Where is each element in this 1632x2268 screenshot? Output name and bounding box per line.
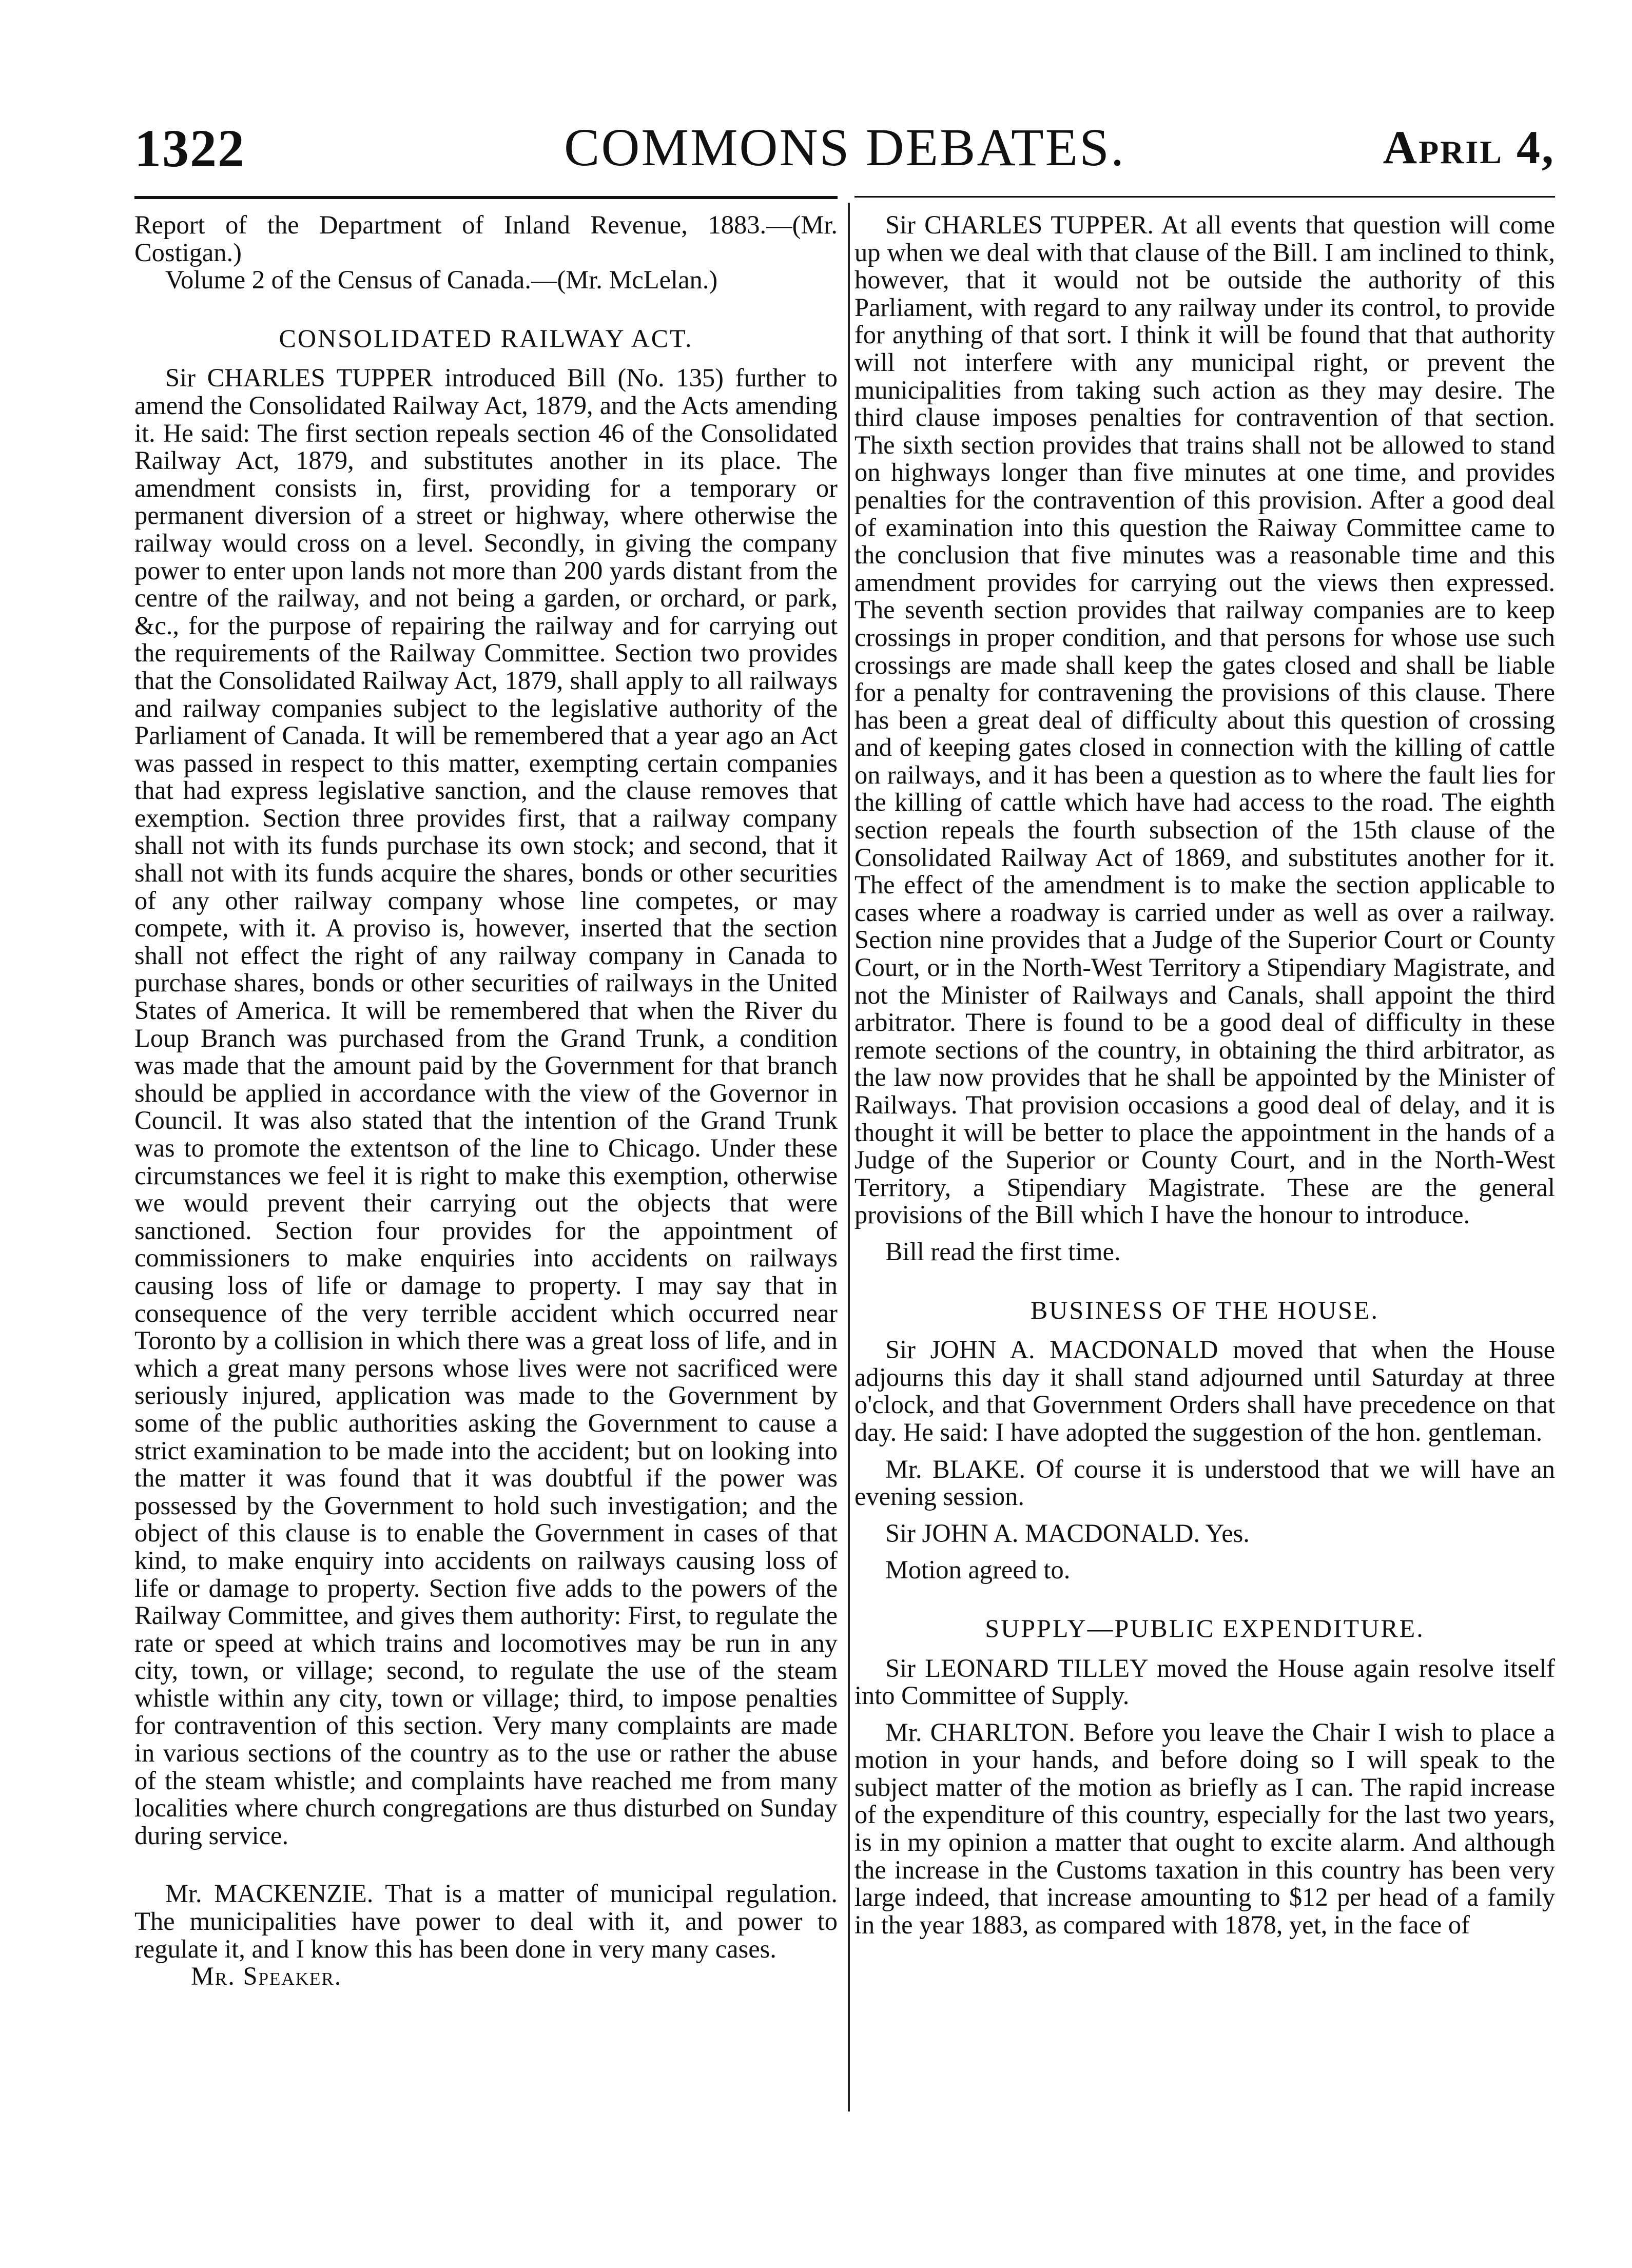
speech-mackenzie: Mr. MACKENZIE. That is a matter of municipal regulation. The municipalities have power to deal with it, and power to regulate it, and I know this has been done in very many cases. [134, 1879, 838, 1963]
column-divider [848, 203, 850, 2111]
section-heading-business: BUSINESS OF THE HOUSE. [1030, 1295, 1380, 1324]
bill-first-reading: Bill read the first time. [885, 1237, 1121, 1266]
section-heading-railway-act: CONSOLIDATED RAILWAY ACT. [279, 323, 693, 353]
speech-blake: Mr. BLAKE. Of course it is understood that we will have an evening session. [854, 1454, 1555, 1511]
speech-tupper-continued: Sir CHARLES TUPPER. At all events that question will come up when we deal with that clause of the Bill. I am inclined to think, however, that it would not be outside the authority of this Parliament, with regard to any railway under its control, to provide for anything of that sort. I think it will be found that that authority will not interfere with any municipal right, or prevent the municipalities from taking such action as they may desire. The third clause imposes penalties for contravention of that section. The sixth section provides that trains shall not be allowed to stand on highways longer than five minutes at one time, and provides penalties for the contravention of this provision. After a good deal of examination into this question the Raiway Committee came to the conclusion that five minutes was a reasonable time and this amendment provides for carrying out the views then expressed. The seventh section provides that railway companies are to keep crossings in proper condition, and that persons for whose use such crossings are made shall keep the gates closed and shall be liable for a penalty for contravening the provisions of this clause. There has been a great deal of difficulty about this question of crossing and of keeping gates closed in connection with the killing of cattle on railways, and it has been a question as to where the fault lies for the killing of cattle which have had access to the road. The eighth section repeals the fourth subsection of the 15th clause of the Consolidated Railway Act of 1869, and substitutes another for it. The effect of the amendment is to make the section applicable to cases where a roadway is carried under as well as over a railway. Section nine provides that a Judge of the Superior Court or County Court, or in the North-West Territory a Stipendiary Magistrate, and not the Minister of Railways and Canals, shall appoint the third arbitrator. There is found to be a good deal of difficulty in these remote sections of the country, in obtaining the third arbitrator, as the law now provides that he shall be appointed by the Minister of Railways. That provision occasions a good deal of delay, and it is thought it will be better to place the appointment in the hands of a Judge of the Superior or County Court, and in the North-West Territory, a Stipendiary Magistrate. These are the general provisions of the Bill which I have the honour to introduce. [854, 210, 1555, 1229]
speaker-footer-note: Mr. Speaker. [191, 1962, 342, 1991]
header-rule-right [854, 196, 1555, 198]
page-number: 1322 [134, 119, 245, 178]
header-rule-left [134, 196, 838, 199]
left-column [134, 211, 838, 1990]
speech-charlton: Mr. CHARLTON. Before you leave the Chair I wish to place a motion in your hands, and before doing so I will speak to the subject matter of the motion as briefly as I can. The rapid increase of the expenditure of this country, especially for the last two years, is in my opinion a matter that ought to excite alarm. And although the increase in the Customs taxation in this country has been very large indeed, that increase amounting to $12 per head of a family in the year 1883, as compared with 1878, yet, in the face of [854, 1717, 1555, 1939]
page-header [134, 103, 1555, 180]
page-date: April 4, [1383, 121, 1555, 173]
motion-macdonald: Sir JOHN A. MACDONALD moved that when the House adjourns this day it shall stand adjourned until Saturday at three o'clock, and that Government Orders shall have precedence on that day. He said: I have adopted the suggestion of the hon. gentleman. [854, 1335, 1555, 1446]
paper-entry-inland-revenue: Report of the Department of Inland Revenue, 1883.—(Mr. Costigan.) [134, 210, 838, 267]
reply-macdonald: Sir JOHN A. MACDONALD. Yes. [885, 1518, 1250, 1548]
right-column [854, 211, 1555, 1939]
speech-tupper-bill: Sir CHARLES TUPPER introduced Bill (No. 135) further to amend the Consolidated Railway Act, 1879, and the Acts amending it. He said: The first section repeals section 46 of the Consolidated Railway Act, 1879, and substitutes another in its place. The amendment consists in, first, providing for a temporary or permanent diversion of a street or highway, where otherwise the railway would cross on a level. Secondly, in giving the company power to enter upon lands not more than 200 yards distant from the centre of the railway, and not being a garden, or orchard, or park, &c., for the purpose of repairing the railway and for carrying out the requirements of the Railway Committee. Section two provides that the Consolidated Railway Act, 1879, shall apply to all railways and railway companies subject to the legislative authority of the Parliament of Canada. It will be remembered that a year ago an Act was passed in respect to this matter, exempting certain companies that had express legislative sanction, and the clause removes that exemption. Section three provides first, that a railway company shall not with its funds purchase its own stock; and second, that it shall not with its funds acquire the shares, bonds or other securities of any other railway company whose line competes, or may compete, with it. A proviso is, however, inserted that the section shall not effect the right of any railway company in Canada to purchase shares, bonds or other securities of railways in the United States of America. It will be remembered that when the River du Loup Branch was purchased from the Grand Trunk, a condition was made that the amount paid by the Government for that branch should be applied in accordance with the view of the Governor in Council. It was also stated that the intention of the Grand Trunk was to promote the extentson of the line to Chicago. Under these circumstances we feel it is right to make this exemption, otherwise we would prevent their carrying out the objects that were sanctioned. Section four provides for the appointment of commissioners to make enquiries into accidents on railways causing loss of life or damage to property. I may say that in consequence of the very terrible accident which occurred near Toronto by a collision in which there was a great loss of life, and in which a great many persons whose lives were not sacrificed were seriously injured, application was made to the Government by some of the public authorities asking the Government to cause a strict examination to be made into the accident; but on looking into the matter it was found that it was doubtful if the power was possessed by the Government to hold such investigation; and the object of this clause is to enable the Government in cases of that kind, to make enquiry into accidents on railways causing loss of life or damage to property. Section five adds to the powers of the Railway Committee, and gives them authority: First, to regulate the rate or speed at which trains and locomotives may be run in any city, town, or village; second, to regulate the use of the steam whistle within any city, town or village; third, to impose penalties for contravention of this section. Very many complaints are made in various sections of the country as to the use or rather the abuse of the steam whistle; and complaints have reached me from many localities where church congregations are thus disturbed on Sunday during service. [134, 363, 838, 1850]
motion-tilley: Sir LEONARD TILLEY moved the House again resolve itself into Committee of Supply. [854, 1653, 1555, 1710]
motion-agreed: Motion agreed to. [885, 1555, 1071, 1585]
running-title: COMMONS DEBATES. [564, 118, 1125, 177]
paper-entry-census: Volume 2 of the Census of Canada.—(Mr. McLelan.) [165, 265, 718, 295]
section-heading-supply: SUPPLY—PUBLIC EXPENDITURE. [985, 1613, 1425, 1643]
